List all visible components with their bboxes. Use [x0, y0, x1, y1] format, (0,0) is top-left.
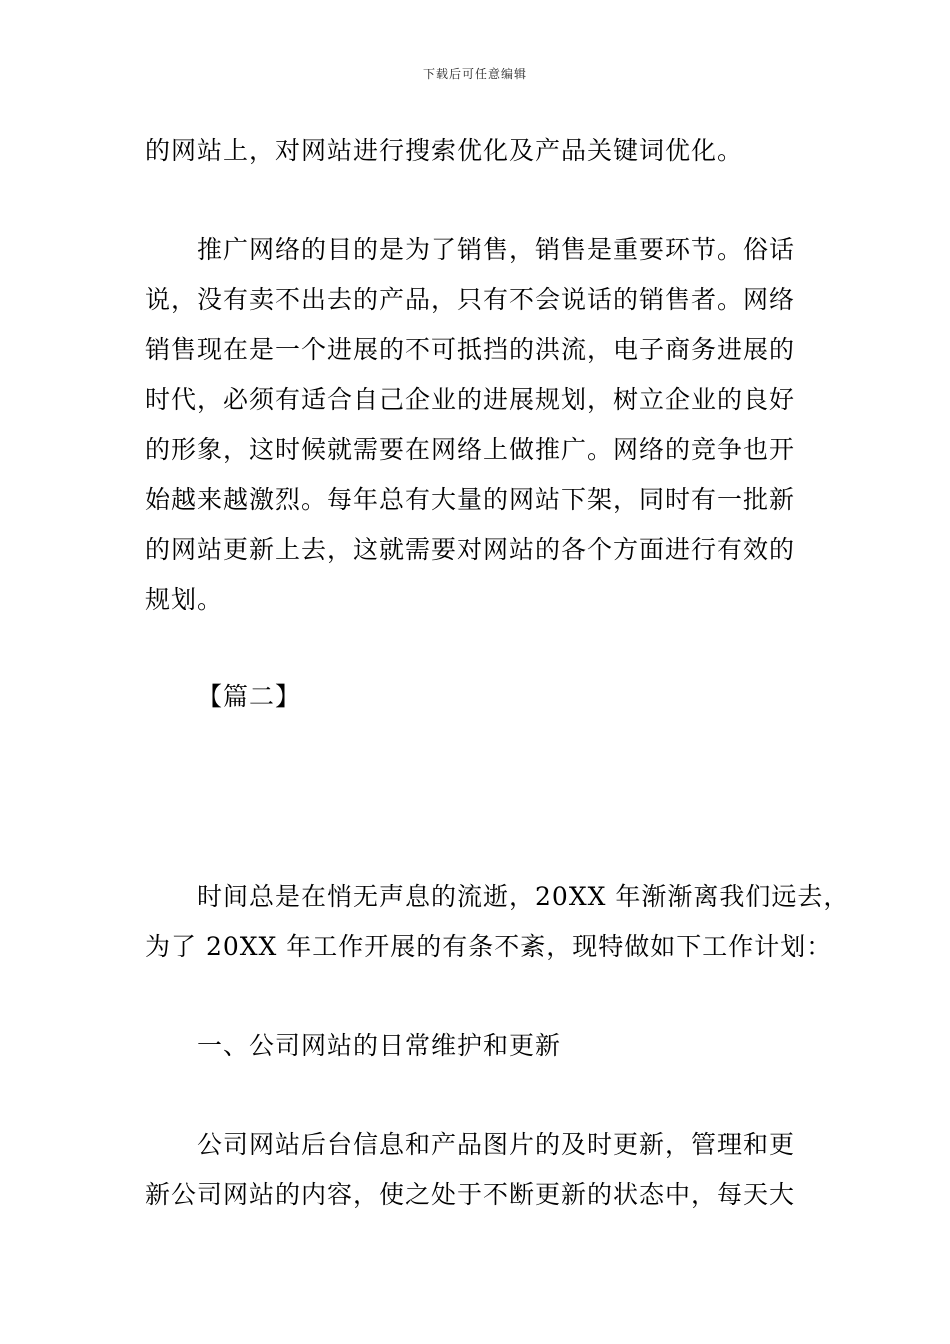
section-heading-part-two	[145, 672, 810, 722]
text-line: 新公司网站的内容，使之处于不断更新的状态中，每天大	[145, 1180, 796, 1209]
text-line: 的网站上，对网站进行搜索优化及产品关键词优化。	[145, 136, 744, 165]
text-line: 公司网站后台信息和产品图片的及时更新，管理和更	[197, 1130, 796, 1159]
text-line: 说，没有卖不出去的产品，只有不会说话的销售者。网络	[145, 285, 796, 314]
subheading: 一、公司网站的日常维护和更新	[197, 1031, 562, 1060]
text-line: 的形象，这时候就需要在网络上做推广。网络的竞争也开	[145, 435, 796, 464]
paragraph-work-plan-intro	[145, 872, 850, 972]
header-note: 下载后可任意编辑	[422, 67, 527, 81]
paragraph-website-optimization	[145, 126, 810, 176]
text-line: 销售现在是一个进展的不可抵挡的洪流，电子商务进展的	[145, 335, 796, 364]
text-line: 规划。	[145, 585, 224, 614]
section-heading: 【篇二】	[197, 682, 302, 711]
text-line: 时代，必须有适合自己企业的进展规划，树立企业的良好	[145, 385, 796, 414]
paragraph-network-promotion	[145, 225, 810, 625]
text-line: 始越来越激烈。每年总有大量的网站下架，同时有一批新	[145, 485, 796, 514]
text-line: 推广网络的目的是为了销售，销售是重要环节。俗话	[197, 235, 796, 264]
text-line: 时间总是在悄无声息的流逝，20XX 年渐渐离我们远去，	[197, 882, 850, 911]
paragraph-website-update	[145, 1120, 810, 1220]
subheading-website-maintenance	[145, 1021, 810, 1071]
text-line: 的网站更新上去，这就需要对网站的各个方面进行有效的	[145, 535, 796, 564]
text-line: 为了 20XX 年工作开展的有条不紊，现特做如下工作计划：	[145, 932, 833, 961]
